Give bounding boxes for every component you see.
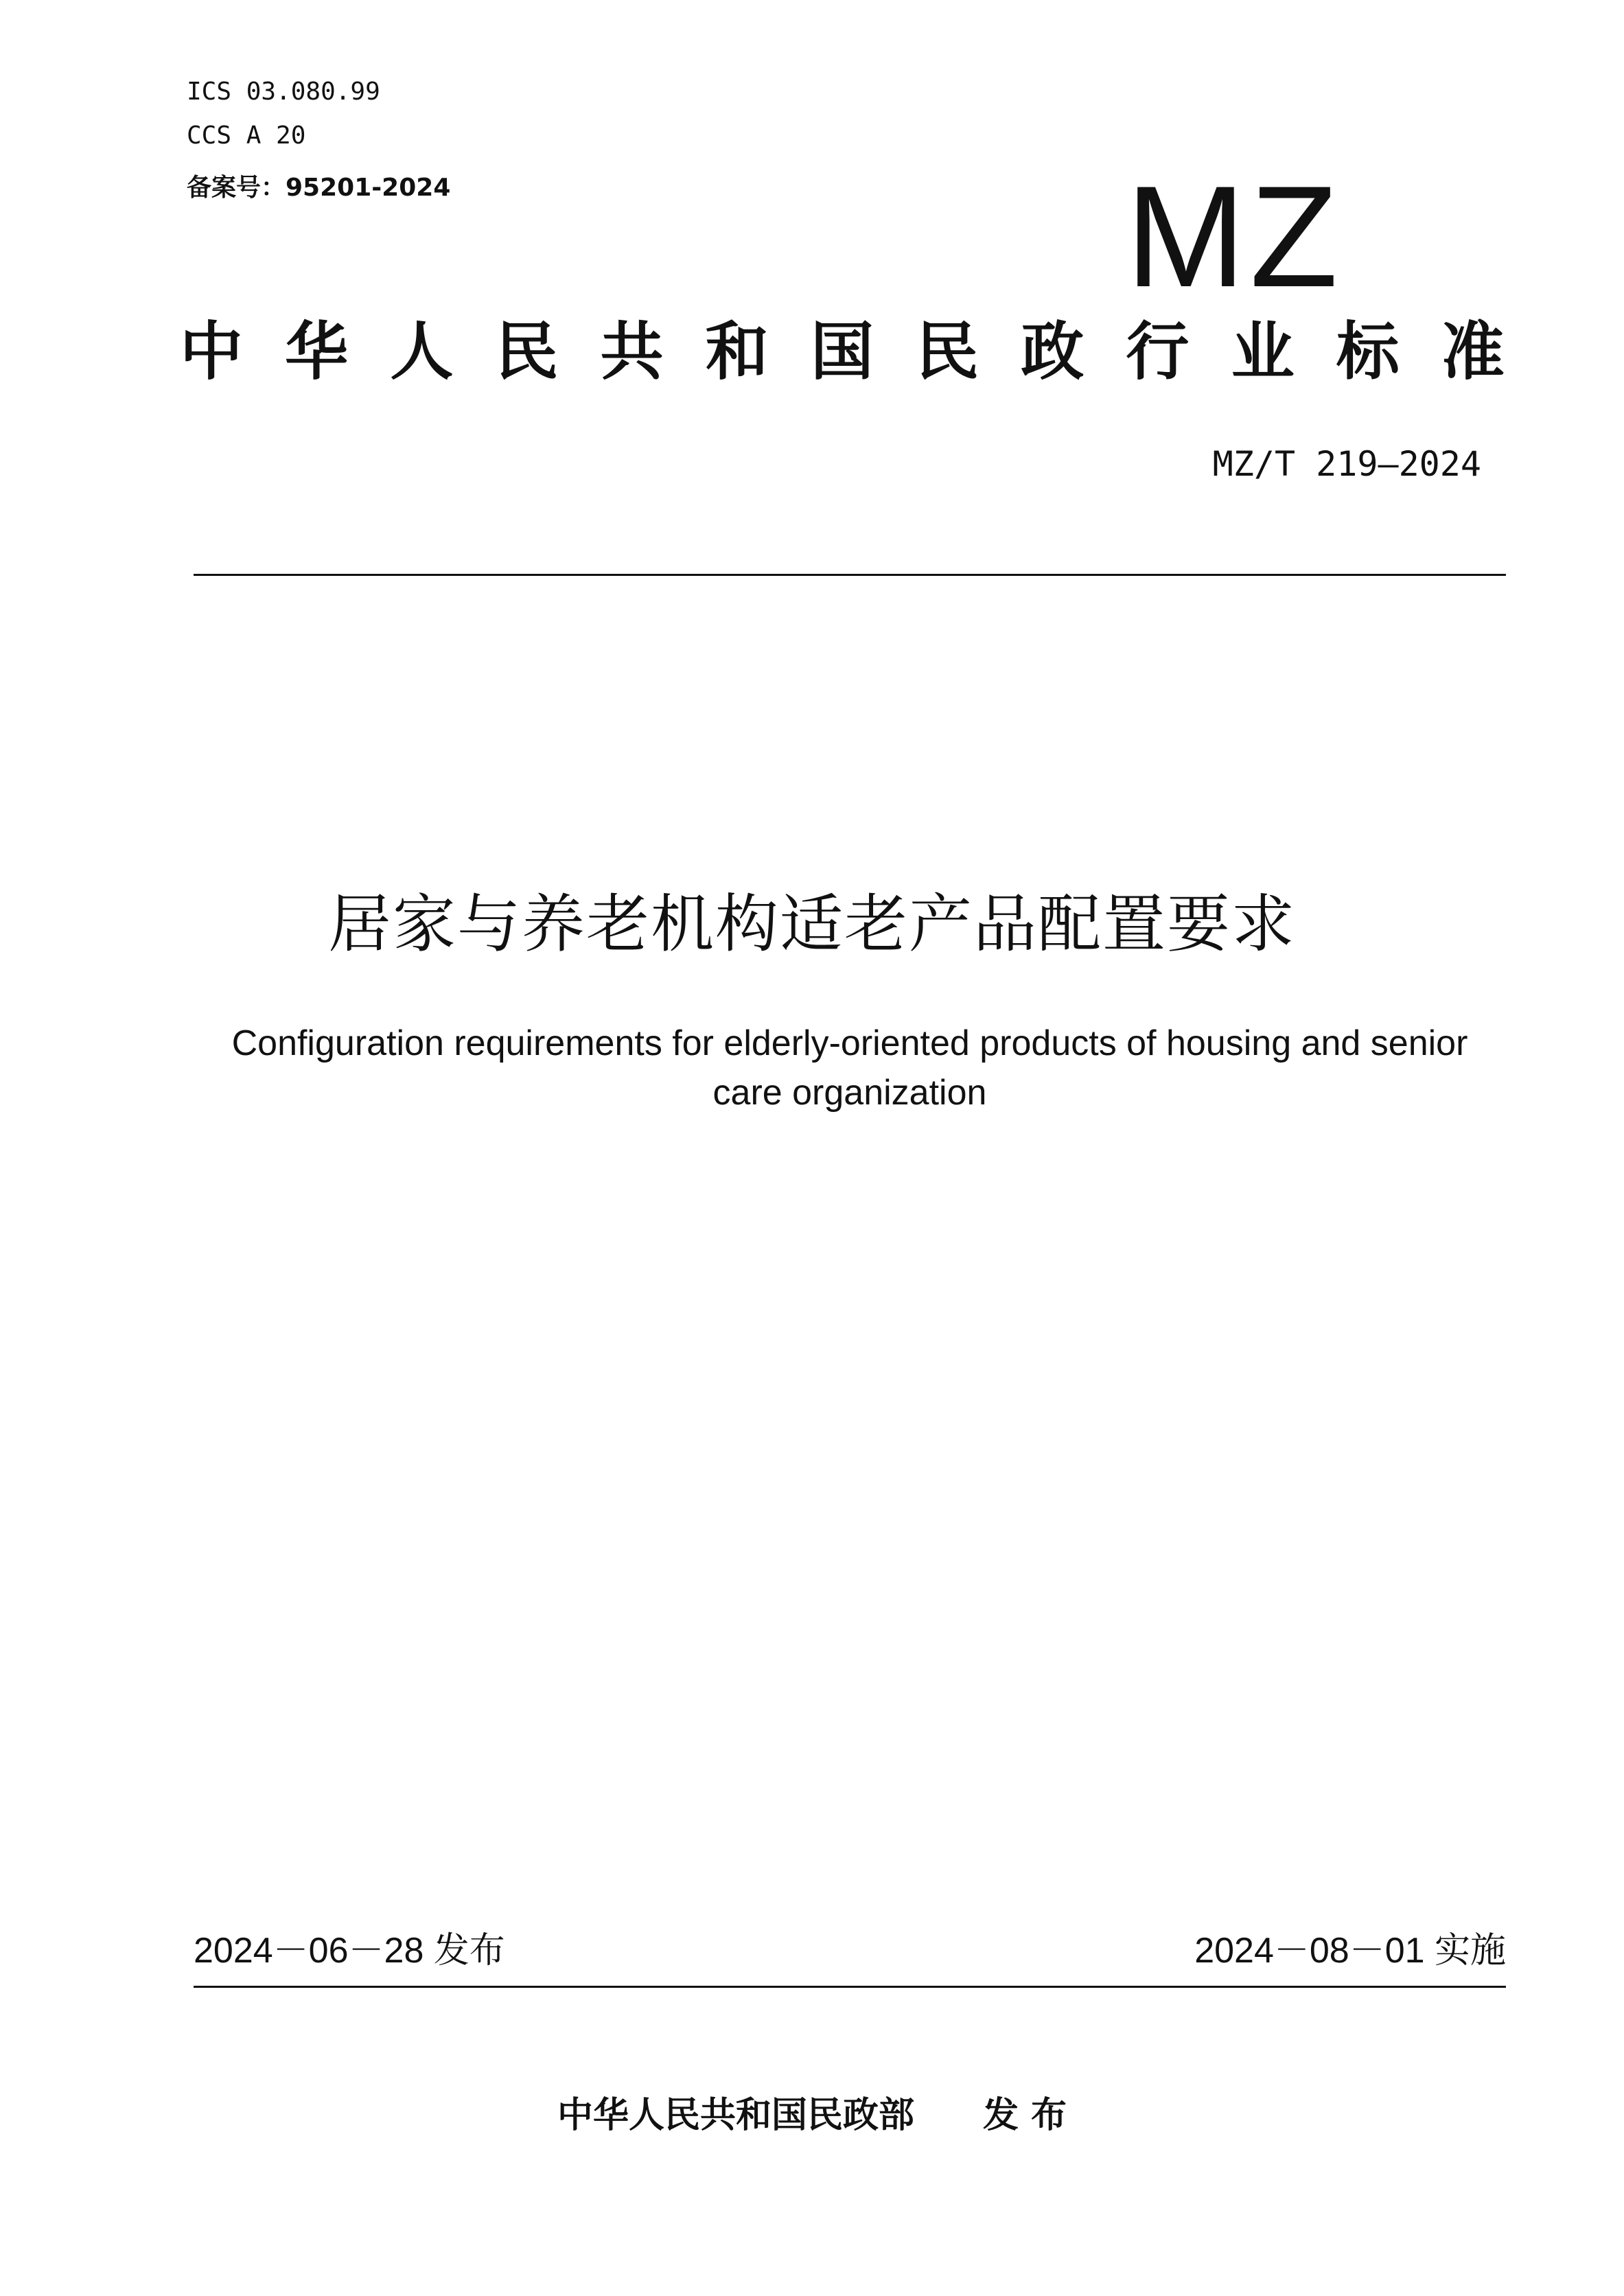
category-char: 人 <box>390 315 454 389</box>
title-chinese: 居家与养老机构适老产品配置要求 <box>327 888 1296 961</box>
standard-number: MZ/T 219—2024 <box>1212 444 1481 484</box>
category-char: 国 <box>810 315 874 389</box>
category-char: 华 <box>285 315 349 389</box>
category-char: 标 <box>1336 315 1400 389</box>
mz-logo: MZ <box>1126 156 1343 317</box>
category-char: 准 <box>1441 315 1505 389</box>
publisher-line <box>0 2094 1624 2137</box>
top-divider <box>194 574 1506 576</box>
category-char: 行 <box>1126 315 1190 389</box>
category-char: 和 <box>705 315 769 389</box>
category-char: 中 <box>180 315 244 389</box>
filing-number: 备案号：95201-2024 <box>187 174 451 202</box>
standard-category <box>180 314 1505 390</box>
implement-date: 2024－08－01 实施 <box>1194 1931 1506 1971</box>
title-english: Configuration requirements for elderly-oriented products of housing and senior care organization <box>231 1023 1468 1113</box>
bottom-divider <box>194 1986 1506 1988</box>
category-char: 业 <box>1231 315 1295 389</box>
ics-code: ICS 03.080.99 <box>187 78 380 106</box>
category-char: 共 <box>600 315 664 389</box>
ccs-code: CCS A 20 <box>187 121 306 150</box>
category-char: 民 <box>916 315 979 389</box>
category-char: 政 <box>1021 315 1084 389</box>
publisher-name: 中华人民共和国民政部 <box>557 2095 914 2136</box>
publish-action: 发 布 <box>982 2095 1067 2136</box>
category-char: 民 <box>495 315 559 389</box>
publish-date: 2024－06－28 发布 <box>194 1931 505 1971</box>
